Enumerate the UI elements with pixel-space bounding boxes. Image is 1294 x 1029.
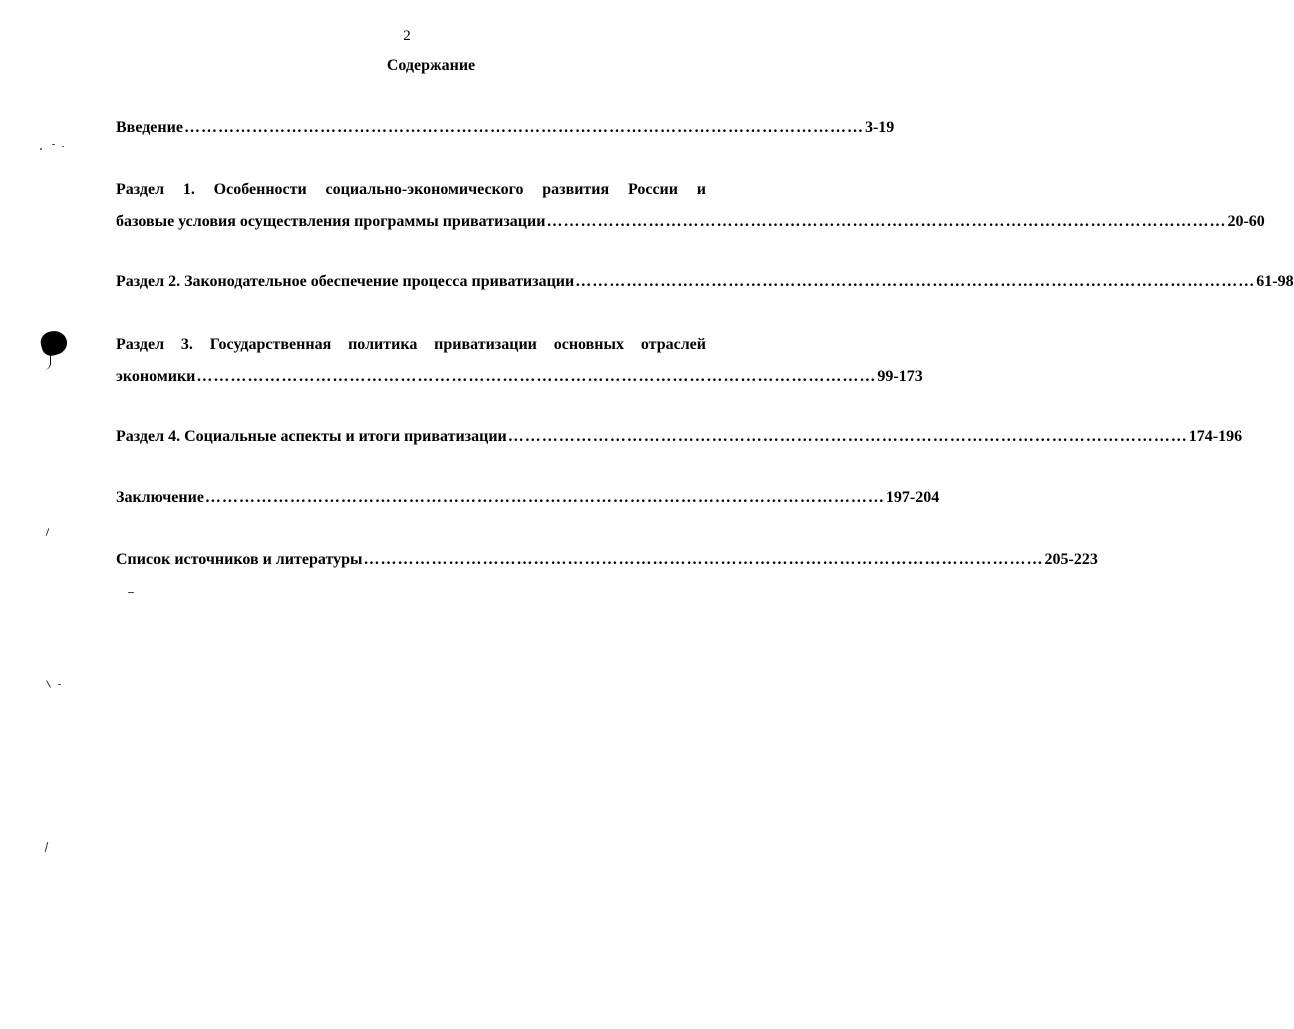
toc-entry-introduction	[116, 118, 895, 138]
page-title: Содержание	[386, 57, 476, 74]
toc-entry-section-4	[116, 427, 1243, 447]
page-number: 2	[403, 28, 411, 44]
scan-mark	[46, 680, 51, 687]
leader-dots: …………………………………………………………………………………………………………	[363, 551, 1044, 568]
toc-entry-label: Введение	[116, 119, 183, 136]
toc-entry-label-line-1: Раздел 3. Государственная политика приватизации основных отраслей	[116, 336, 706, 353]
toc-entry-label: Список источников и литературы	[116, 551, 363, 568]
scan-speck	[128, 592, 134, 593]
scan-mark	[46, 528, 50, 536]
toc-entry-label-line-2: базовые условия осуществления программы приватизации	[116, 213, 546, 230]
scan-speck	[52, 144, 55, 145]
leader-dots: …………………………………………………………………………………………………………	[204, 489, 885, 506]
leader-dots: …………………………………………………………………………………………………………	[196, 368, 877, 385]
scan-speck	[58, 684, 61, 685]
toc-entry-section-2	[116, 272, 1294, 292]
leader-dots: …………………………………………………………………………………………………………	[183, 119, 864, 136]
toc-entry-conclusion	[116, 488, 940, 508]
leader-dots: …………………………………………………………………………………………………………	[507, 428, 1188, 445]
ink-blot-tail	[44, 354, 51, 370]
toc-entry-pages: 174-196	[1188, 428, 1243, 445]
scan-mark	[45, 842, 49, 852]
toc-entry-label-line-2: экономики	[116, 368, 196, 385]
toc-entry-pages: 20-60	[1227, 213, 1265, 230]
leader-dots: …………………………………………………………………………………………………………	[546, 213, 1227, 230]
scan-speck	[40, 148, 42, 150]
toc-entry-label: Раздел 4. Социальные аспекты и итоги приватизации	[116, 428, 507, 445]
toc-entry-label: Заключение	[116, 489, 204, 506]
toc-entry-pages: 3-19	[864, 119, 895, 136]
leader-dots: …………………………………………………………………………………………………………	[575, 273, 1256, 290]
toc-entry-sources	[116, 550, 1098, 570]
toc-entry-pages: 205-223	[1044, 551, 1098, 568]
toc-entry-pages: 197-204	[885, 489, 940, 506]
toc-entry-pages: 99-173	[877, 368, 923, 385]
toc-entry-pages: 61-98	[1256, 273, 1294, 290]
toc-entry-section-1	[116, 180, 1265, 232]
scan-speck	[62, 146, 64, 147]
toc-entry-section-3	[116, 335, 923, 387]
toc-entry-label-line-1: Раздел 1. Особенности социально-экономического развития России и	[116, 181, 706, 198]
toc-entry-label: Раздел 2. Законодательное обеспечение процесса приватизации	[116, 273, 575, 290]
